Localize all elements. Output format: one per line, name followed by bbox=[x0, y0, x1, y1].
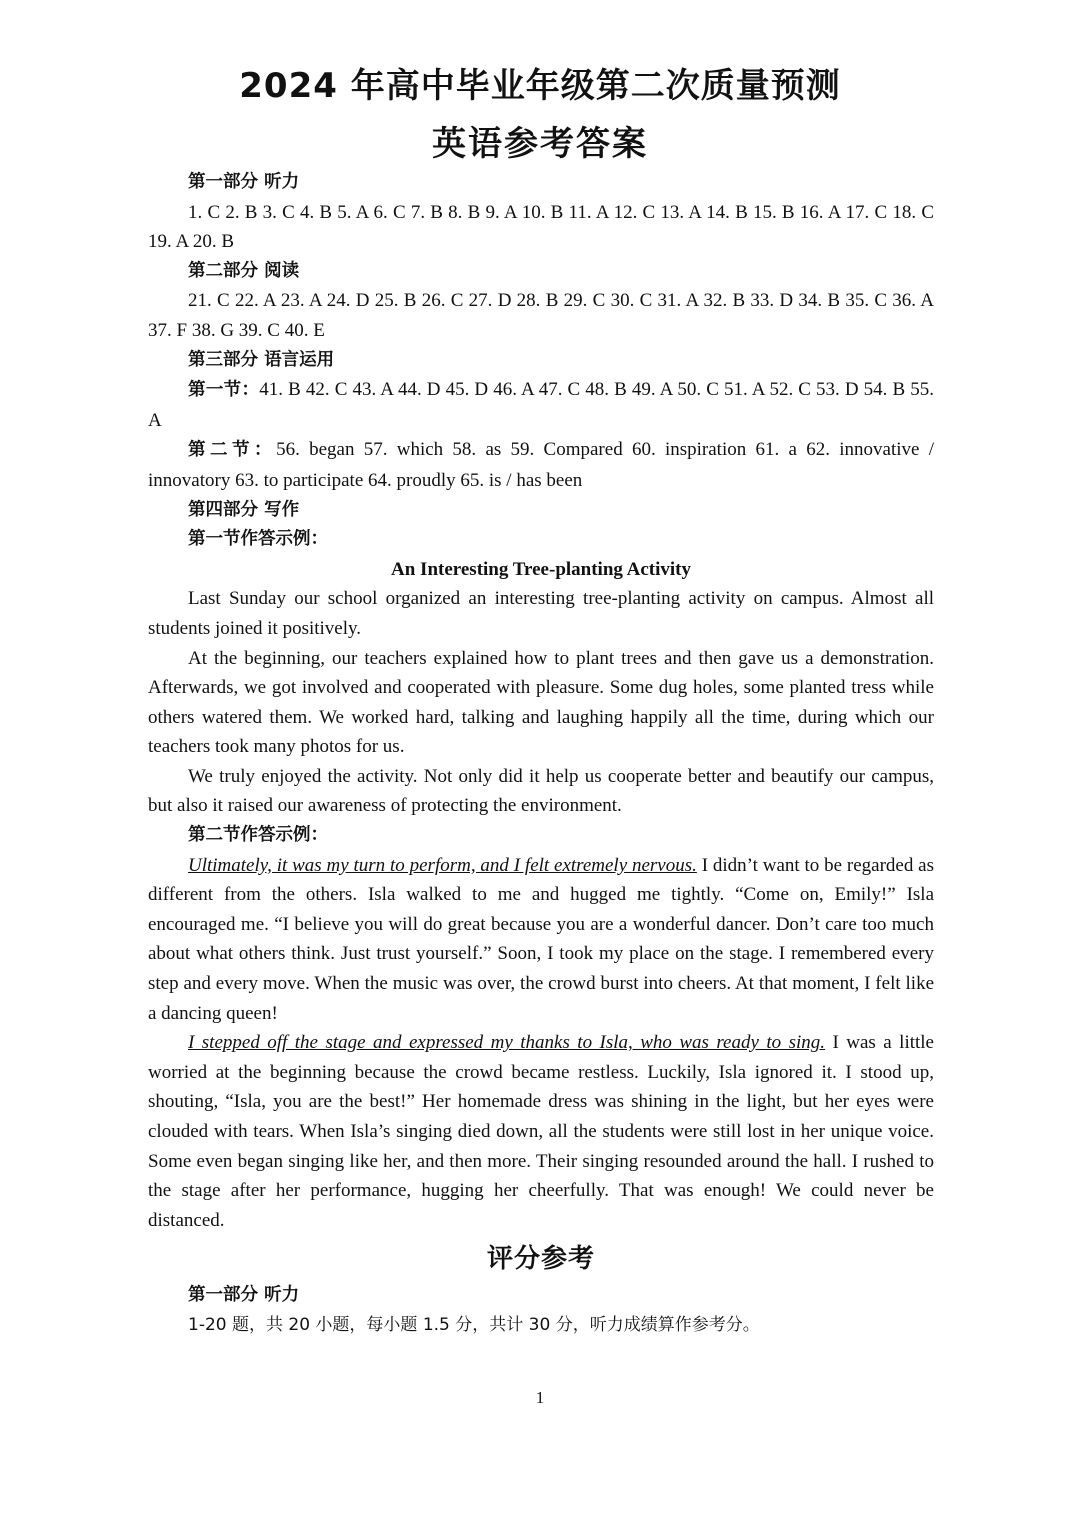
scoring-part1-text: 1-20 题，共 20 小题，每小题 1.5 分，共计 30 分，听力成绩算作参考分。 bbox=[188, 1314, 760, 1335]
part3-section1 bbox=[148, 375, 934, 435]
story-paragraph bbox=[148, 851, 934, 1029]
essay-title: An Interesting Tree-planting Activity bbox=[391, 558, 691, 580]
part1-answers: 1. C 2. B 3. C 4. B 5. A 6. C 7. B 8. B 9. A 10. B 11. A 12. C 13. A 14. B 15. B 16. A 17. C 18. C 19. A 20. B bbox=[148, 201, 934, 253]
part3-section2 bbox=[148, 435, 934, 495]
scoring-title: 评分参考 bbox=[486, 1244, 595, 1275]
document-body bbox=[148, 168, 934, 1340]
essay-paragraph: At the beginning, our teachers explained how to plant trees and then gave us a demonstration. Afterwards, we got involved and cooperated with pleasure. Some dug holes, some planted tress while others watered them. We worked hard, talking and laughing happily all the time, during which our teachers took many photos for us. bbox=[148, 647, 934, 758]
document-subtitle: 英语参考答案 bbox=[432, 124, 648, 164]
document-title: 2024 年高中毕业年级第二次质量预测 bbox=[239, 66, 841, 106]
essay-paragraph: Last Sunday our school organized an interesting tree-planting activity on campus. Almost all students joined it positively. bbox=[148, 588, 934, 639]
part3-section2-label: 第二节： bbox=[188, 440, 277, 461]
story-lead-sentence: Ultimately, it was my turn to perform, and I felt extremely nervous. bbox=[188, 854, 697, 876]
scoring-part1-heading: 第一部分 听力 bbox=[188, 1284, 300, 1305]
story-lead-sentence: I stepped off the stage and expressed my thanks to Isla, who was ready to sing. bbox=[188, 1032, 826, 1054]
page-number: 1 bbox=[535, 1388, 545, 1407]
part2-heading: 第二部分 阅读 bbox=[188, 260, 300, 281]
part4-section2-heading: 第二节作答示例： bbox=[188, 825, 328, 846]
part4-section1-heading: 第一节作答示例： bbox=[188, 529, 328, 550]
part3-heading: 第三部分 语言运用 bbox=[188, 349, 335, 370]
story-paragraph-text: I didn’t want to be regarded as different from the others. Isla walked to me and hugged me tightly. “Come on, Emily!” Isla encouraged me. “I believe you will do great because you are a wonderful dancer. Don’t care too much about what others think. Just trust yourself.” Soon, I took my place on the stage. I remembered every step and every move. When the music was over, the crowd burst into cheers. At that moment, I felt like a dancing queen! bbox=[148, 854, 935, 1024]
part3-section2-answers: 56. began 57. which 58. as 59. Compared 60. inspiration 61. a 62. innovative / innovatory 63. to participate 64. proudly 65. is / has been bbox=[148, 439, 934, 491]
part2-answers: 21. C 22. A 23. A 24. D 25. B 26. C 27. D 28. B 29. C 30. C 31. A 32. B 33. D 34. B 35. C 36. A 37. F 38. G 39. C 40. E bbox=[148, 290, 934, 341]
part1-heading: 第一部分 听力 bbox=[188, 172, 300, 192]
story-paragraph-text: I was a little worried at the beginning because the crowd became restless. Luckily, Isla ignored it. I stood up, shouting, “Isla, you are the best!” Her homemade dress was shining in the light, but her eyes were clouded with tears. When Isla’s singing died down, all the students were still lost in her unique voice. Some even began singing like her, and then more. Their singing resounded around the hall. I rushed to the stage after her performance, hugging her cheerfully. That was enough! We could never be distanced. bbox=[148, 1032, 934, 1231]
part4-heading: 第四部分 写作 bbox=[188, 499, 300, 520]
story-paragraph bbox=[148, 1028, 934, 1235]
part3-section1-label: 第一节： bbox=[188, 380, 260, 401]
essay-paragraph: We truly enjoyed the activity. Not only did it help us cooperate better and beautify our campus, but also it raised our awareness of protecting the environment. bbox=[148, 765, 934, 817]
part3-section1-answers: 41. B 42. C 43. A 44. D 45. D 46. A 47. C 48. B 49. A 50. C 51. A 52. C 53. D 54. B 55. A bbox=[148, 379, 934, 431]
